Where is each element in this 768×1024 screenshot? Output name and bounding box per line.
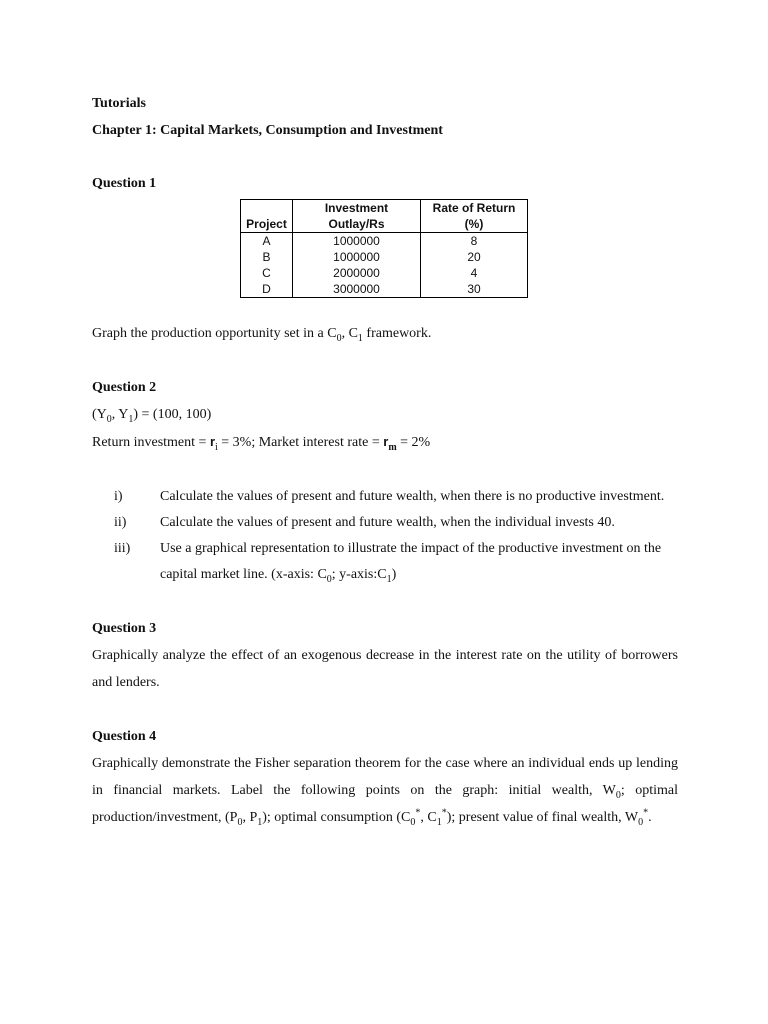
cell-project: D [241, 281, 293, 298]
table-row [241, 265, 528, 281]
list-item [92, 536, 678, 588]
cell-return: 4 [421, 265, 528, 281]
item-number: iii) [114, 541, 131, 556]
item-text: Use a graphical representation to illustrate the impact of the productive investment on the capital market line. (x-axis: $C_0$; $y-axis:C_1$) [160, 541, 662, 585]
table-row [241, 233, 528, 250]
cell-project: B [241, 249, 293, 265]
item-number: ii) [114, 515, 127, 530]
cell-project: C [241, 265, 293, 281]
cell-outlay: 1000000 [293, 249, 421, 265]
list-item [92, 510, 678, 536]
document-page [92, 90, 678, 831]
item-text: Calculate the values of present and future wealth, when the individual invests 40. [160, 515, 615, 530]
projects-table [240, 199, 528, 298]
cell-outlay: 2000000 [293, 265, 421, 281]
cell-return: 20 [421, 249, 528, 265]
col-header-outlay: Investment Outlay/Rs [293, 200, 421, 233]
q2-subquestions [92, 484, 678, 588]
col-header-return: Rate of Return (%) [421, 200, 528, 233]
q1-instruction: Graph the production opportunity set in a $C_0$, $C_1$ framework. [92, 326, 432, 344]
q3-heading: Question 3 [92, 621, 157, 636]
cell-outlay: 3000000 [293, 281, 421, 298]
q3-text: Graphically analyze the effect of an exogenous decrease in the interest rate on the utility of borrowers and lenders. [92, 648, 678, 690]
q4-heading: Question 4 [92, 729, 157, 744]
cell-project: A [241, 233, 293, 250]
item-text: Calculate the values of present and future wealth, when there is no productive investment. [160, 489, 665, 504]
q2-endowment: ($Y_0$, $Y_1) = (100$, 100) [92, 407, 212, 425]
q4-text: Graphically demonstrate the Fisher separation theorem for the case where an individual ends up lending in financial markets. Label the following points on the graph: initial wealth, $W_0$; optimal production/investment, ($P_0$, $P_1$); optimal consumption ($C_0^*$, $C_1^*$); present value of final wealth, $W_0^*$. [92, 756, 678, 828]
cell-return: 30 [421, 281, 528, 298]
q2-heading: Question 2 [92, 380, 157, 395]
cell-outlay: 1000000 [293, 233, 421, 250]
table-row [241, 281, 528, 298]
col-header-project: Project [241, 200, 293, 233]
cell-return: 8 [421, 233, 528, 250]
item-number: i) [114, 489, 123, 504]
table-header-row [241, 200, 528, 233]
chapter-title: Chapter 1: Capital Markets, Consumption and Investment [92, 123, 443, 138]
doc-title: Tutorials [92, 96, 146, 111]
list-item [92, 484, 678, 510]
table-row [241, 249, 528, 265]
q2-rates: Return investment = $r_i = 3\%$; Market interest rate = $r_m = 2\%$ [92, 434, 431, 453]
q1-heading: Question 1 [92, 176, 157, 191]
